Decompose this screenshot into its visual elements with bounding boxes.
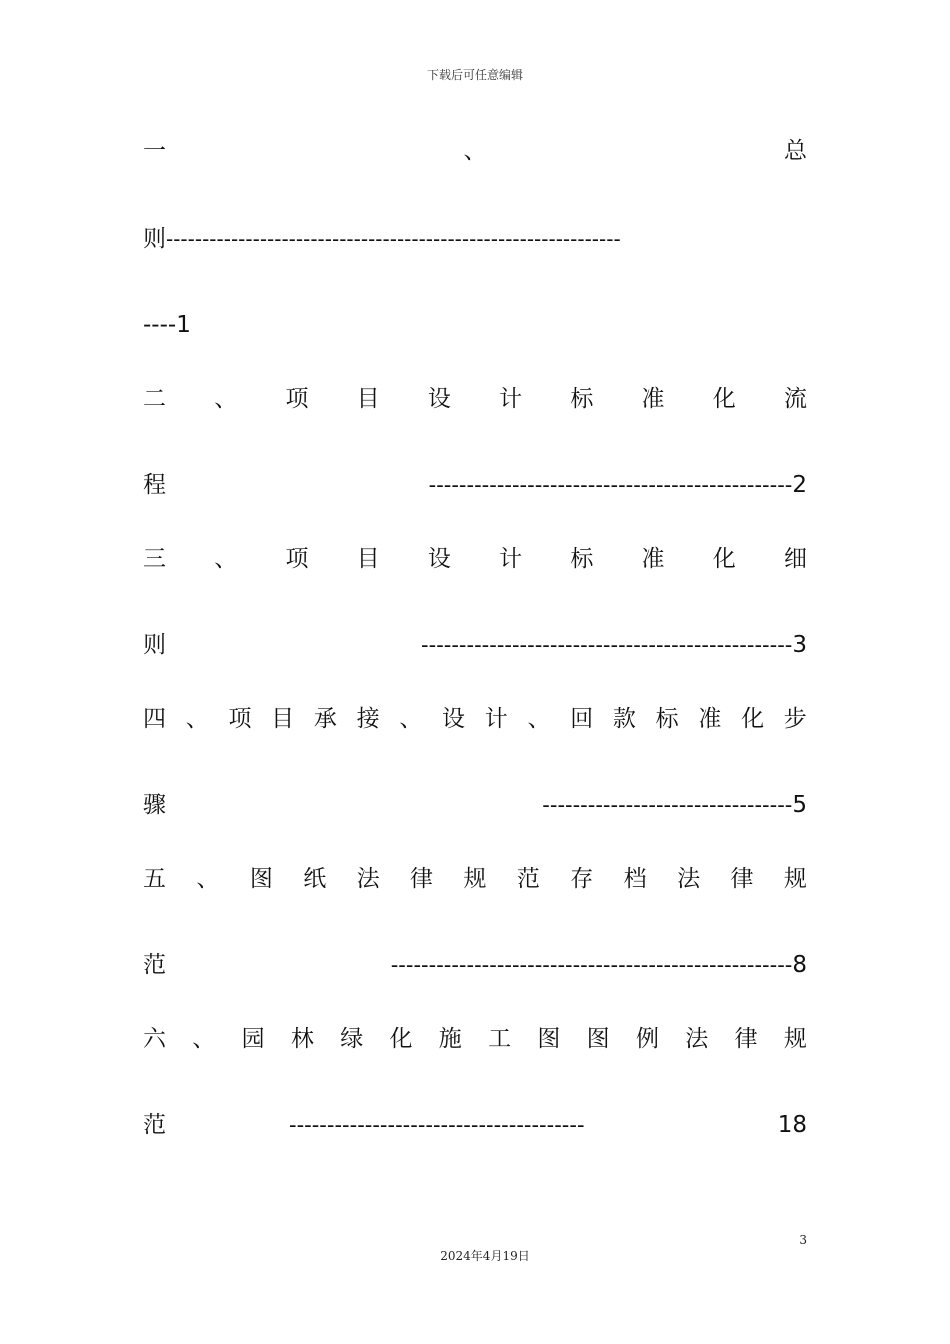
- toc-char: 、: [399, 706, 423, 732]
- toc-char: 细: [783, 546, 807, 572]
- toc-entry-1-leader-line: [143, 224, 807, 254]
- toc-char: 、: [214, 546, 238, 572]
- toc-leader: -------------------------------------------------: [421, 633, 793, 657]
- toc-char: 律: [734, 1026, 758, 1052]
- toc-page-number: 3: [792, 632, 807, 658]
- toc-char: 目: [356, 546, 380, 572]
- toc-char: 林: [290, 1026, 314, 1052]
- toc-char: 标: [570, 386, 594, 412]
- toc-char: 化: [712, 546, 736, 572]
- toc-page-number: 5: [792, 792, 807, 818]
- toc-char: 图: [249, 866, 273, 892]
- toc-entry-4-title: [143, 704, 807, 734]
- toc-leader: -----------------------------------------------------: [390, 953, 793, 977]
- toc-char: 目: [356, 386, 380, 412]
- toc-leader-with-page: [542, 790, 807, 820]
- toc-leader-with-page: [391, 950, 807, 980]
- toc-char: 承: [313, 706, 337, 732]
- toc-char: 、: [463, 138, 487, 164]
- toc-char: 计: [499, 546, 523, 572]
- toc-entry-1-page-line: [143, 310, 807, 340]
- toc-char: 准: [641, 386, 665, 412]
- page-header: 下载后可任意编辑: [426, 68, 523, 82]
- toc-entry-5-leader-line: [143, 950, 807, 980]
- toc-char: 绿: [340, 1026, 364, 1052]
- page-number: 3: [799, 1233, 807, 1247]
- toc-leader: ---------------------------------------: [289, 1113, 585, 1137]
- toc-entry-1-title: [143, 136, 807, 166]
- toc-char: 档: [623, 866, 647, 892]
- toc-char: 五: [143, 866, 166, 892]
- toc-char: 计: [484, 706, 508, 732]
- toc-entry-4-leader-line: [143, 790, 807, 820]
- toc-char: 标: [570, 546, 594, 572]
- toc-char: 设: [427, 546, 451, 572]
- toc-char: 项: [285, 386, 309, 412]
- toc-page-number: 18: [777, 1112, 807, 1138]
- toc-char: 规: [783, 1026, 807, 1052]
- toc-char: 存: [570, 866, 594, 892]
- toc-char: 款: [612, 706, 636, 732]
- toc-char: 总: [784, 138, 807, 164]
- toc-entry-3-title: [143, 544, 807, 574]
- toc-char: 三: [143, 546, 166, 572]
- toc-char: 准: [698, 706, 722, 732]
- toc-leader: ------------------------------------------------: [428, 473, 793, 497]
- toc-char: 例: [635, 1026, 659, 1052]
- toc-char: 范: [516, 866, 540, 892]
- toc-title-tail: 则: [143, 226, 166, 252]
- toc-char: 项: [285, 546, 309, 572]
- toc-title-tail: 骤: [143, 792, 166, 818]
- toc-char: 化: [741, 706, 765, 732]
- toc-char: 工: [488, 1026, 512, 1052]
- toc-char: 回: [570, 706, 594, 732]
- toc-char: 园: [241, 1026, 265, 1052]
- toc-leader: ---------------------------------: [542, 793, 793, 817]
- toc-char: 六: [143, 1026, 166, 1052]
- toc-char: 计: [499, 386, 523, 412]
- toc-char: 律: [730, 866, 754, 892]
- toc-page-number: 8: [792, 952, 807, 978]
- toc-char: 流: [783, 386, 807, 412]
- toc-entry-6-leader-line: [143, 1110, 807, 1140]
- toc-char: 、: [185, 706, 209, 732]
- toc-char: 律: [410, 866, 434, 892]
- toc-title-tail: 范: [143, 1112, 166, 1138]
- toc-page-number: 1: [176, 312, 191, 338]
- toc-entry-6-title: [143, 1024, 807, 1054]
- toc-leader-with-page: [421, 630, 807, 660]
- toc-title-tail: 程: [143, 472, 166, 498]
- toc-char: 规: [463, 866, 487, 892]
- toc-char: 二: [143, 386, 166, 412]
- toc-char: 准: [641, 546, 665, 572]
- toc-char: 规: [783, 866, 807, 892]
- toc-page-number: 2: [792, 472, 807, 498]
- toc-char: 化: [712, 386, 736, 412]
- toc-title-tail: 则: [143, 632, 166, 658]
- toc-char: 法: [677, 866, 701, 892]
- toc-char: 、: [527, 706, 551, 732]
- toc-char: 项: [228, 706, 252, 732]
- toc-leader-with-page: [429, 470, 807, 500]
- toc-char: 目: [271, 706, 295, 732]
- toc-char: 一: [143, 138, 166, 164]
- toc-entry-3-leader-line: [143, 630, 807, 660]
- toc-char: 、: [214, 386, 238, 412]
- toc-leader-wrap: ----: [143, 312, 177, 338]
- toc-entry-5-title: [143, 864, 807, 894]
- toc-char: 图: [537, 1026, 561, 1052]
- toc-char: 设: [442, 706, 466, 732]
- toc-char: 四: [143, 706, 166, 732]
- toc-title-tail: 范: [143, 952, 166, 978]
- toc-char: 标: [655, 706, 679, 732]
- toc-char: 纸: [303, 866, 327, 892]
- toc-entry-2-leader-line: [143, 470, 807, 500]
- toc-char: 化: [389, 1026, 413, 1052]
- page-footer-date: 2024年4月19日: [440, 1249, 530, 1263]
- toc-char: 法: [356, 866, 380, 892]
- toc-char: 、: [196, 866, 220, 892]
- toc-char: 施: [438, 1026, 462, 1052]
- toc-entry-2-title: [143, 384, 807, 414]
- toc-char: 法: [685, 1026, 709, 1052]
- toc-char: 、: [192, 1026, 216, 1052]
- toc-char: 接: [356, 706, 380, 732]
- toc-char: 图: [586, 1026, 610, 1052]
- toc-char: 设: [427, 386, 451, 412]
- toc-char: 步: [783, 706, 807, 732]
- toc-leader: ---------------------------------------------------------------: [166, 227, 621, 251]
